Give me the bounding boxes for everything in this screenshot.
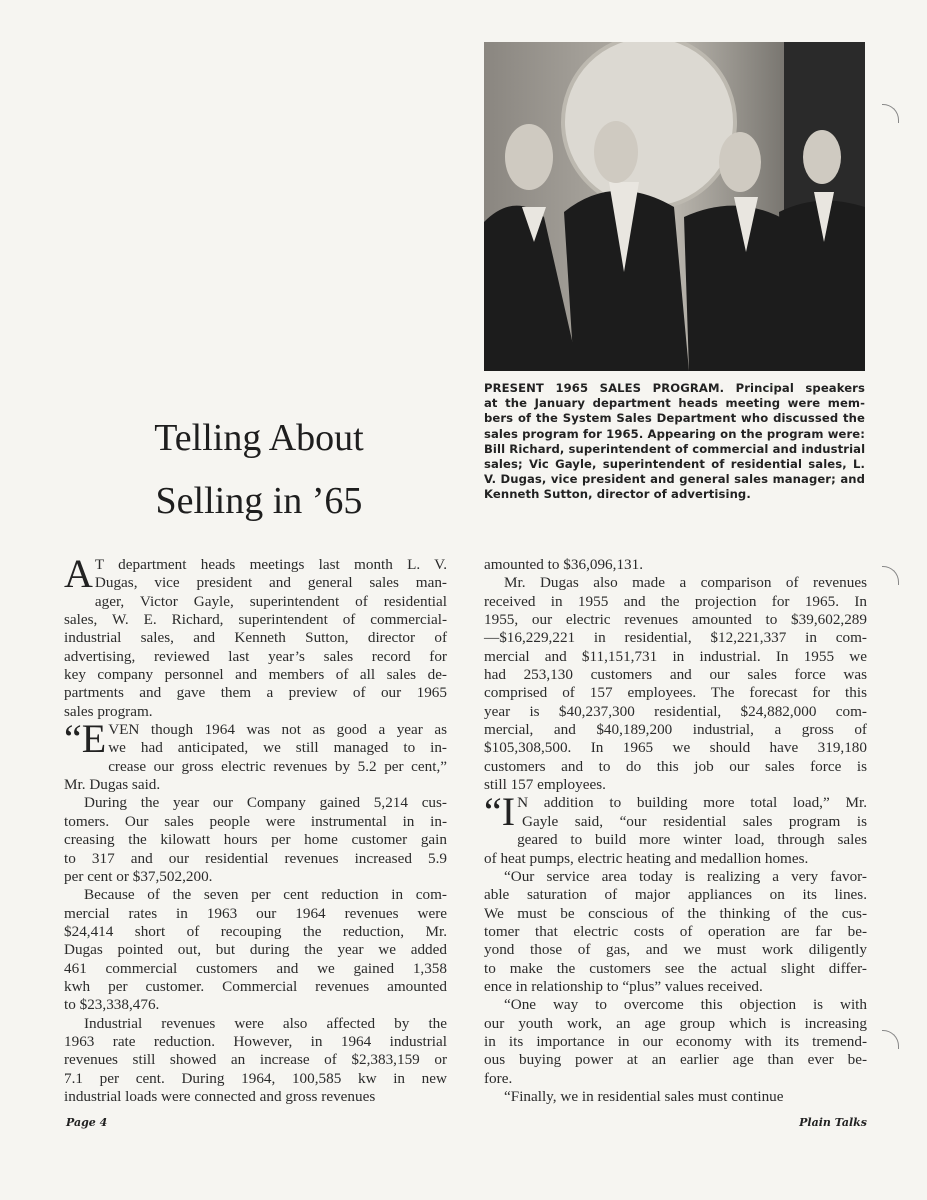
text-line: yond those of gas, and we must work diligently — [484, 941, 867, 959]
text-line: Industrial revenues were also affected by the — [84, 1014, 447, 1032]
text-line: We must be conscious of the thinking of the cus- — [484, 904, 867, 922]
caption-line: sales program for 1965. Appearing on the program were: — [484, 426, 865, 441]
text-line: geared to build more winter load, through sales — [517, 831, 867, 849]
text-line: “Finally, we in residential sales must continue — [504, 1087, 784, 1105]
text-line: During the year our Company gained 5,214 cus- — [84, 794, 447, 812]
text-line: fore. — [484, 1069, 513, 1087]
text-line: industrial loads were connected and gross revenues — [64, 1087, 376, 1105]
text-line: of heat pumps, electric heating and medallion homes. — [484, 849, 809, 867]
text-line: —$16,229,221 in residential, $12,221,337 in com- — [484, 629, 867, 647]
paragraph — [484, 789, 867, 867]
text-line: Gayle said, “our residential sales program is — [522, 812, 867, 830]
text-line: customers and to do this job our sales force is — [484, 757, 867, 775]
text-line: Dugas, vice president and general sales man- — [94, 574, 447, 592]
text-line: received in 1955 and the projection for 1965. In — [484, 592, 867, 610]
paragraph — [484, 868, 867, 996]
text-line: in its importance in our economy with its tremend- — [484, 1032, 867, 1050]
text-line: sales, W. E. Richard, superintendent of commercial- — [64, 611, 447, 629]
text-line: “Our service area today is realizing a very favor- — [504, 867, 867, 885]
drop-cap: “I — [484, 789, 516, 835]
paragraph — [484, 996, 867, 1088]
text-line: 1963 rate reduction. However, in 1964 industrial — [64, 1032, 447, 1050]
paragraph — [484, 556, 867, 574]
paragraph — [64, 794, 447, 886]
text-line: to make the customers see the actual slight differ- — [484, 959, 867, 977]
text-line: Dugas pointed out, but during the year we added — [64, 941, 447, 959]
page-corner-mark — [882, 566, 899, 585]
paragraph — [64, 886, 447, 1014]
drop-cap: “E — [64, 716, 107, 762]
text-line: tomer that electric costs of operation are far be- — [484, 922, 867, 940]
text-line: Because of the seven per cent reduction in com- — [84, 886, 447, 904]
text-line: “One way to overcome this objection is with — [504, 996, 867, 1014]
article-title-line-2: Selling in ’65 — [155, 480, 363, 522]
caption-line: Kenneth Sutton, director of advertising. — [484, 487, 751, 502]
text-line: $24,414 short of recouping the reduction, Mr. — [64, 922, 447, 940]
text-line: Mr. Dugas also made a comparison of revenues — [504, 574, 867, 592]
text-line: amounted to $36,096,131. — [484, 556, 644, 573]
text-line: to 317 and our residential revenues increased 5.9 — [64, 849, 447, 867]
text-line: able saturation of major appliances on its lines. — [484, 886, 867, 904]
caption-line: sales; Vic Gayle, superintendent of residential sales, L. — [484, 457, 865, 472]
text-line: partments and gave them a preview of our 1965 — [64, 684, 447, 702]
text-line: VEN though 1964 was not as good a year as — [108, 721, 447, 739]
paragraph — [64, 551, 447, 721]
photo-caption — [484, 381, 865, 503]
text-line: mercial rates in 1963 our 1964 revenues were — [64, 904, 447, 922]
page-number: Page 4 — [66, 1116, 108, 1129]
caption-line: PRESENT 1965 SALES PROGRAM. Principal speakers — [484, 381, 865, 395]
page-corner-mark — [882, 104, 899, 123]
text-line: kwh per customer. Commercial revenues amounted — [64, 977, 447, 995]
photo-image — [484, 42, 865, 371]
paragraph — [64, 716, 447, 794]
text-line: $105,308,500. In 1965 we should have 319,180 — [484, 739, 867, 757]
drop-cap: A — [64, 551, 93, 596]
text-line: 1955, our electric revenues amounted to $39,602,289 — [484, 611, 867, 629]
text-line: industrial sales, and Kenneth Sutton, director of — [64, 629, 447, 647]
text-line: advertising, reviewed last year’s sales record for — [64, 647, 447, 665]
caption-line: Bill Richard, superintendent of commercial and industrial — [484, 441, 866, 456]
text-line: Mr. Dugas said. — [64, 776, 161, 794]
text-line: our youth work, an age group which is increasing — [484, 1014, 867, 1032]
caption-line: V. Dugas, vice president and general sales manager; and — [484, 472, 865, 487]
text-line: mercial and $11,151,731 in industrial. In 1955 we — [484, 647, 867, 665]
text-line: had 253,130 customers and our sales force was — [484, 666, 867, 684]
text-line: tomers. Our sales people were instrumental in in- — [64, 812, 447, 830]
publication-name: Plain Talks — [799, 1116, 867, 1129]
group-photo — [484, 42, 865, 371]
text-line: 461 commercial customers and we gained 1,358 — [64, 959, 447, 977]
text-line: creasing the kilowatt hours per home customer gain — [64, 831, 447, 849]
paragraph — [484, 1088, 867, 1106]
right-column — [484, 556, 867, 1106]
text-line: to $23,338,476. — [64, 996, 160, 1014]
paragraph — [64, 1015, 447, 1107]
page-corner-mark — [882, 1030, 899, 1049]
left-column — [64, 551, 447, 1106]
paragraph — [484, 574, 867, 794]
text-line: T department heads meetings last month L. V. — [94, 556, 447, 573]
article-title-line-1: Telling About — [154, 417, 364, 459]
text-line: ence in relationship to “plus” values received. — [484, 977, 763, 995]
text-line: still 157 employees. — [484, 776, 606, 794]
text-line: revenues still showed an increase of $2,383,159 or — [64, 1051, 447, 1069]
text-line: mercial, and $40,189,200 industrial, a gross of — [484, 721, 867, 739]
text-line: year is $40,237,300 residential, $24,882,000 com- — [484, 702, 867, 720]
text-line: comprised of 157 employees. The forecast for this — [484, 684, 867, 702]
text-line: crease our gross electric revenues by 5.2 per cent,” — [108, 757, 447, 775]
text-line: ous buying power at an earlier age than ever be- — [484, 1051, 867, 1069]
text-line: 7.1 per cent. During 1964, 100,585 kw in new — [64, 1069, 447, 1087]
text-line: N addition to building more total load,” Mr. — [517, 794, 867, 812]
text-line: ager, Victor Gayle, superintendent of residential — [94, 592, 447, 610]
text-line: we had anticipated, we still managed to in- — [108, 739, 447, 757]
caption-line: at the January department heads meeting were mem- — [484, 396, 865, 411]
caption-line: bers of the System Sales Department who discussed the — [484, 411, 865, 426]
text-line: key company personnel and members of all sales de- — [64, 666, 447, 684]
text-line: per cent or $37,502,200. — [64, 867, 213, 885]
text-line: sales program. — [64, 702, 153, 720]
